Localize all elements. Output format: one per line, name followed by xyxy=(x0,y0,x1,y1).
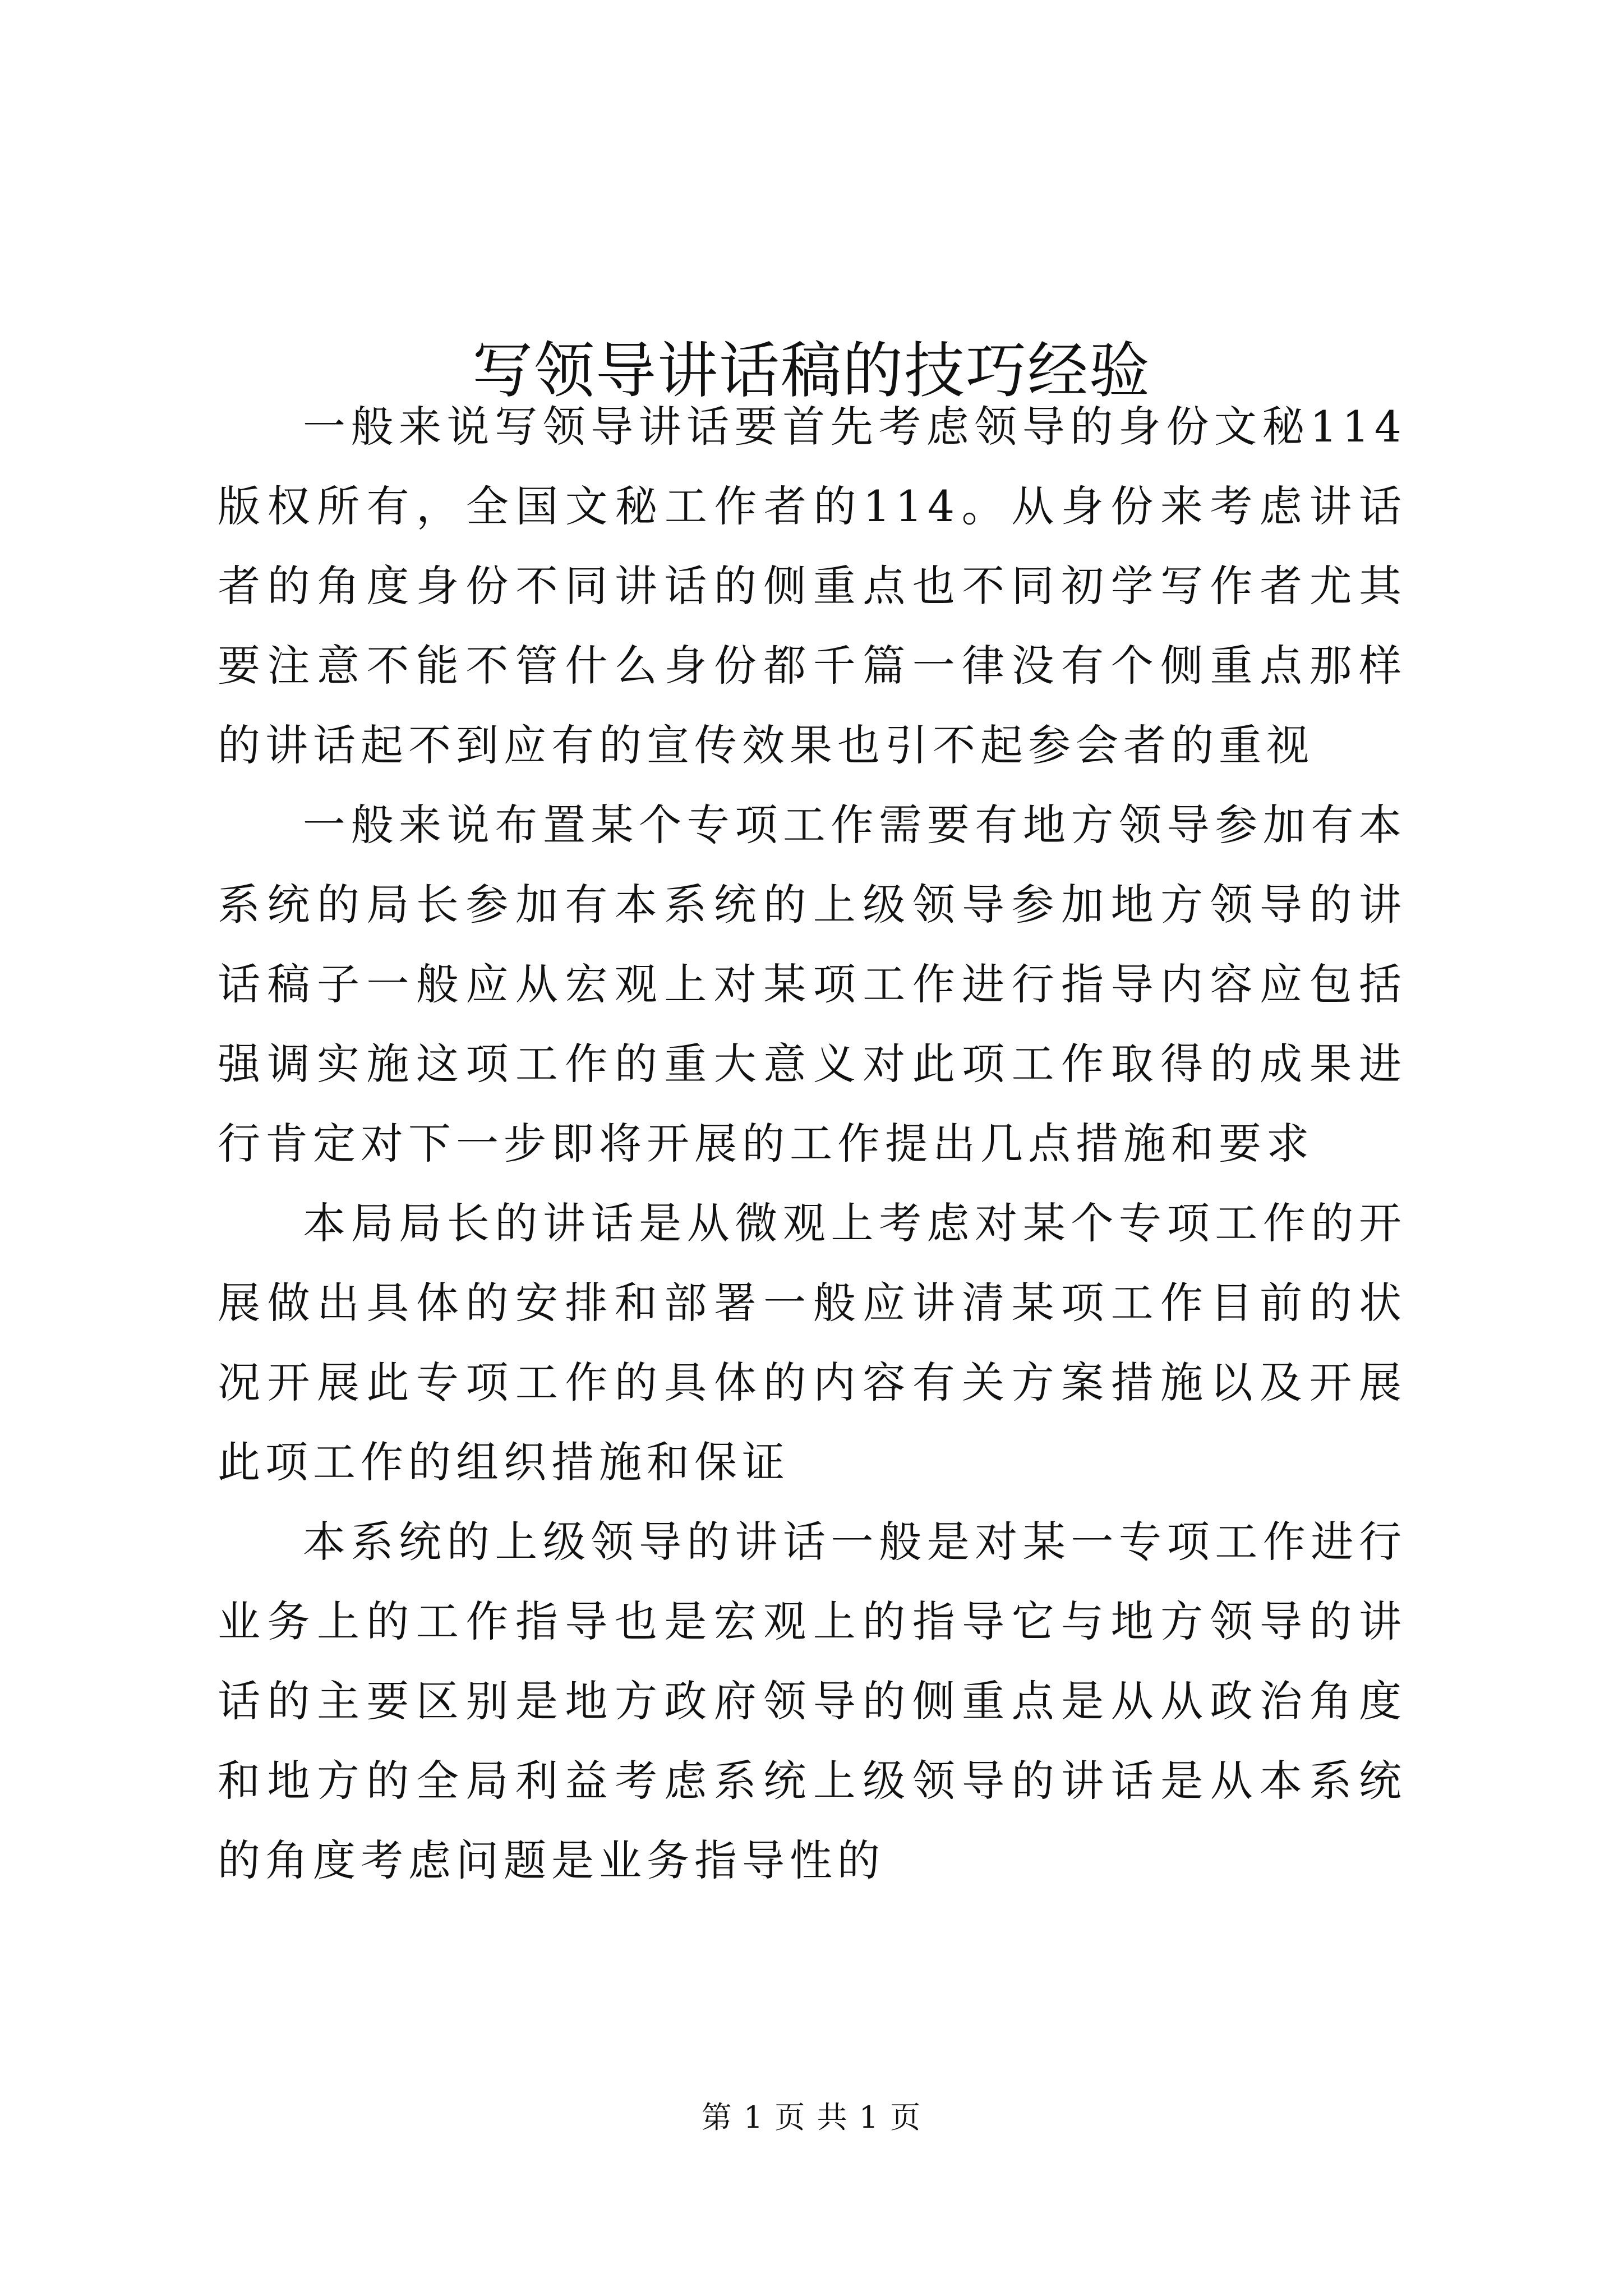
paragraph-1: 一般来说写领导讲话要首先考虑领导的身份文秘114版权所有，全国文秘工作者的114。从身份来考虑讲话者的角度身份不同讲话的侧重点也不同初学写作者尤其要注意不能不管什么身份都千篇一律没有个侧重点那样的讲话起不到应有的宣传效果也引不起参会者的重视 xyxy=(218,402,1407,770)
page-footer: 第 1 页 共 1 页 xyxy=(701,2100,922,2135)
document-body xyxy=(218,387,1407,1901)
paragraph-2: 一般来说布置某个专项工作需要有地方领导参加有本系统的局长参加有本系统的上级领导参加地方领导的讲话稿子一般应从宏观上对某项工作进行指导内容应包括强调实施这项工作的重大意义对此项工作取得的成果进行肯定对下一步即将开展的工作提出几点措施和要求 xyxy=(218,800,1407,1168)
paragraph-4: 本系统的上级领导的讲话一般是对某一专项工作进行业务上的工作指导也是宏观上的指导它与地方领导的讲话的主要区别是地方政府领导的侧重点是从从政治角度和地方的全局利益考虑系统上级领导的讲话是从本系统的角度考虑问题是业务指导性的 xyxy=(218,1517,1407,1885)
paragraph-3: 本局局长的讲话是从微观上考虑对某个专项工作的开展做出具体的安排和部署一般应讲清某项工作目前的状况开展此专项工作的具体的内容有关方案措施以及开展此项工作的组织措施和保证 xyxy=(218,1198,1407,1487)
document-title: 写领导讲话稿的技巧经验 xyxy=(472,336,1151,407)
